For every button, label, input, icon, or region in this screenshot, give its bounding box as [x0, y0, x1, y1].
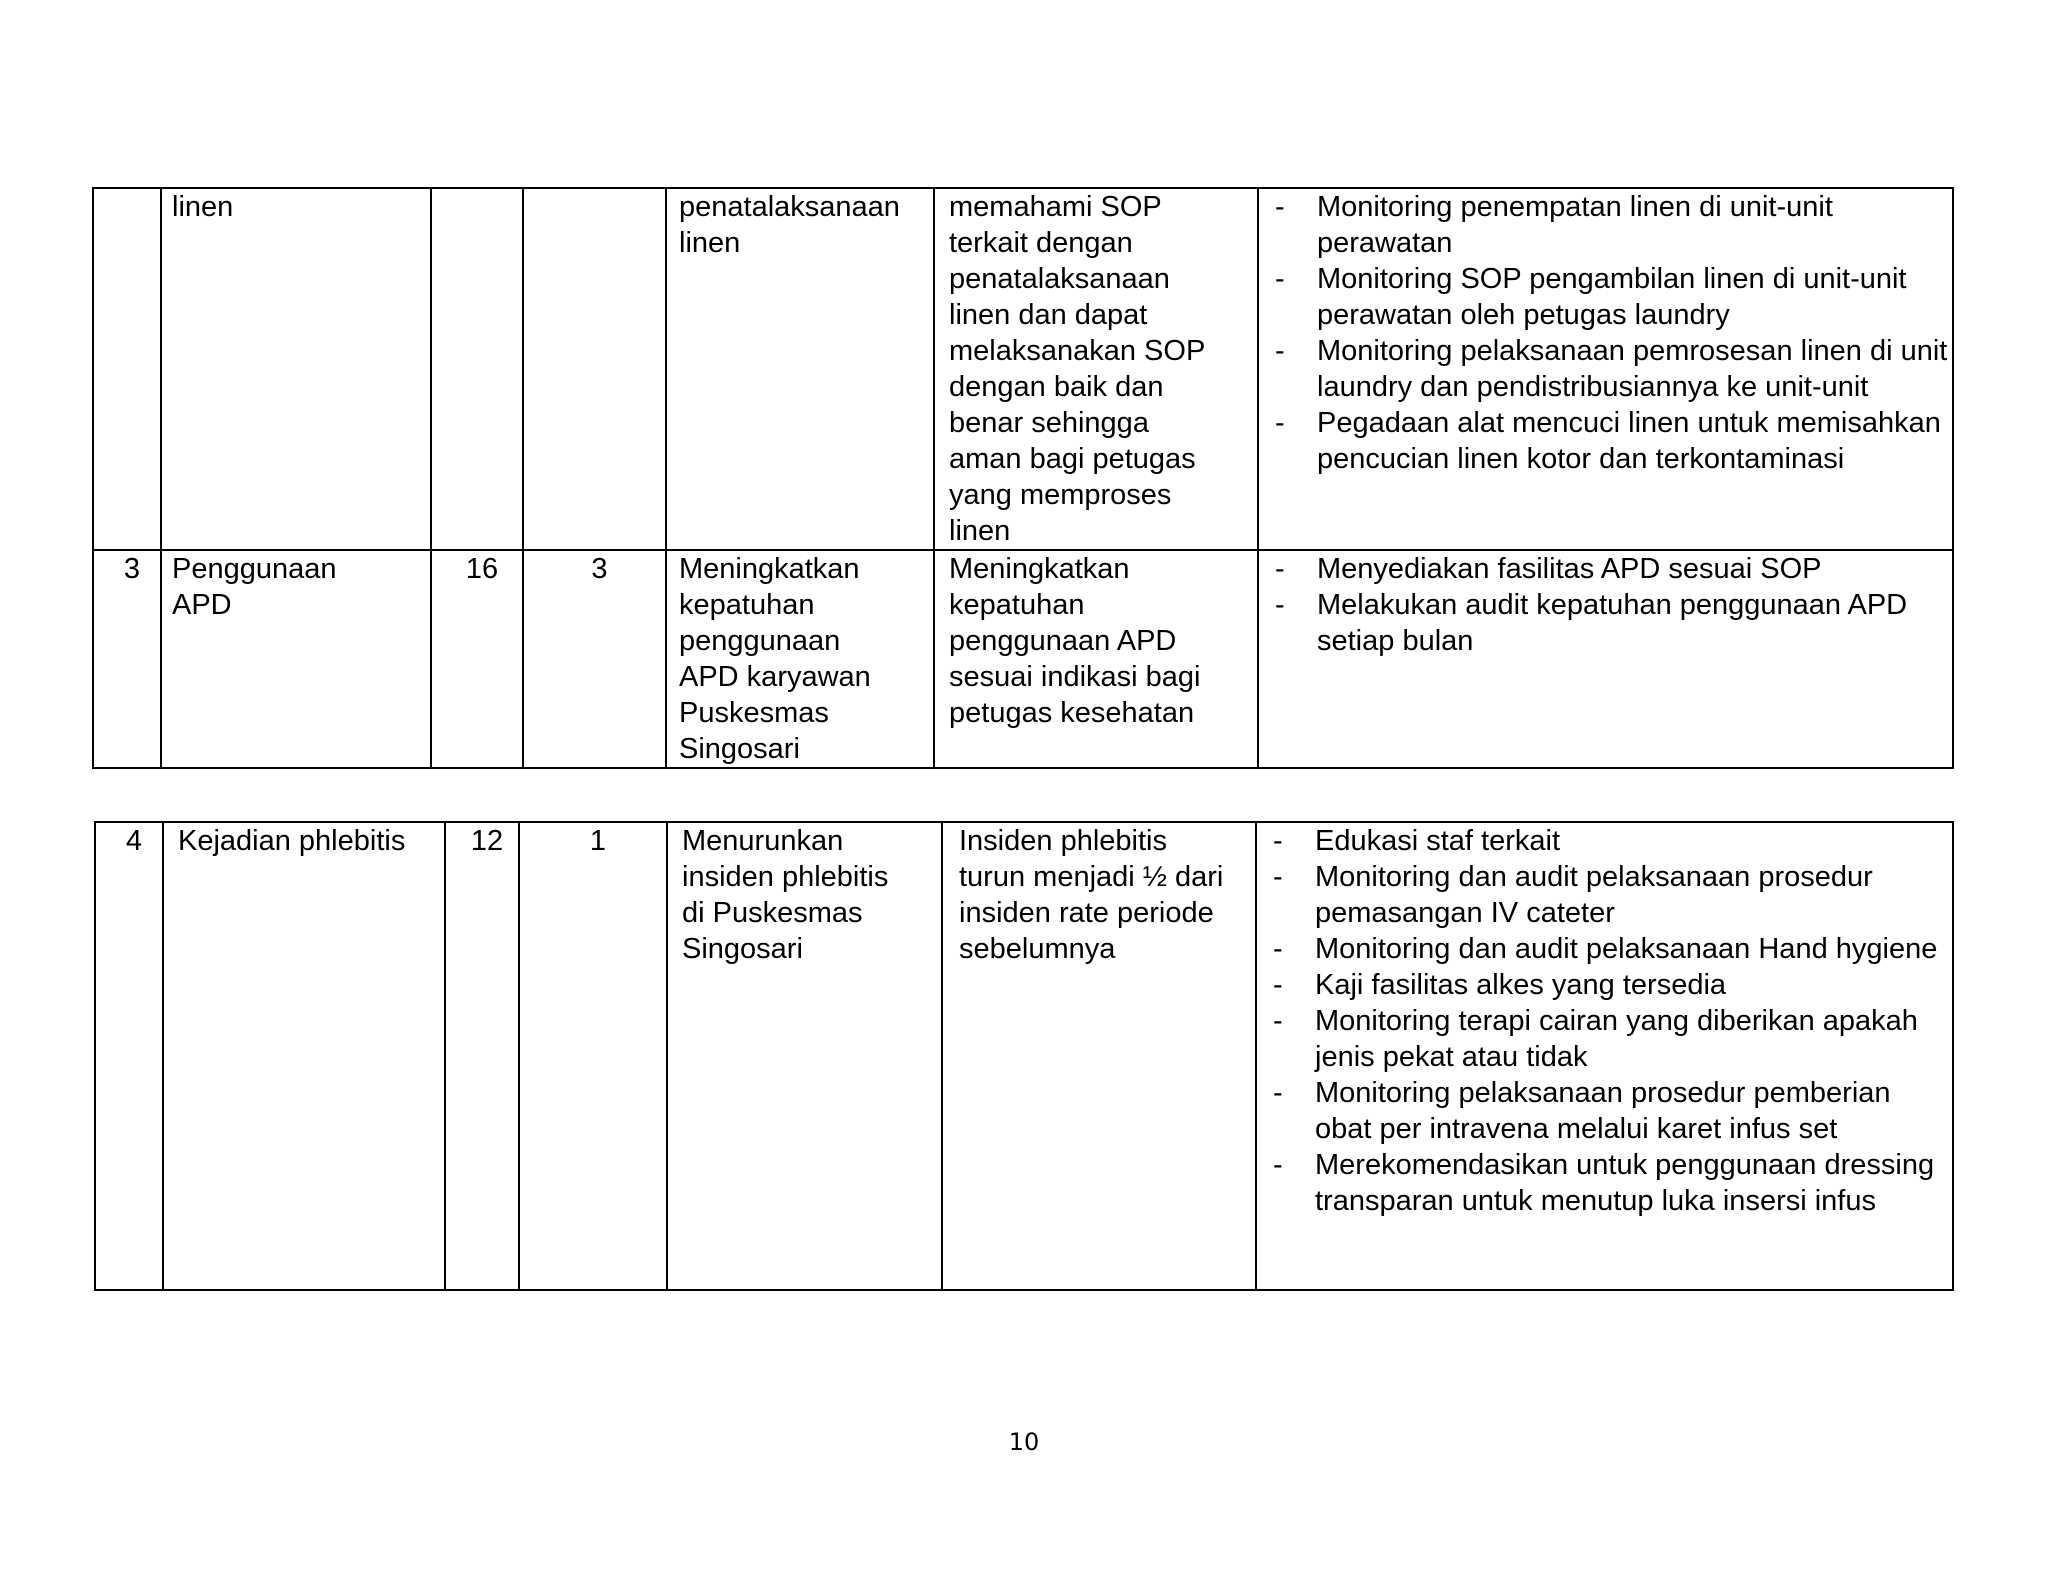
score-cell: 12 [445, 822, 519, 1290]
rank-cell: 1 [519, 822, 667, 1290]
row-number-cell: 4 [95, 822, 163, 1290]
actions-cell [1256, 822, 1953, 1290]
list-item: - Monitoring pelaksanaan prosedur pemberian obat per intravena melalui karet infus set [1267, 1075, 1952, 1147]
actions-cell [1258, 188, 1953, 550]
table-row [93, 550, 1953, 768]
row-number-cell: 3 [93, 550, 161, 768]
row-number-cell [93, 188, 161, 550]
target-cell: Meningkatkan kepatuhan penggunaan APD sesuai indikasi bagi petugas kesehatan [934, 550, 1258, 768]
list-item: - Kaji fasilitas alkes yang tersedia [1267, 967, 1952, 1003]
list-item: - Monitoring terapi cairan yang diberikan apakah jenis pekat atau tidak [1267, 1003, 1952, 1075]
list-item: - Pegadaan alat mencuci linen untuk memisahkan pencucian linen kotor dan terkontaminasi [1269, 405, 1952, 477]
program-table-2 [94, 821, 1954, 1291]
issue-cell: linen [161, 188, 431, 550]
goal-cell: penatalaksanaan linen [666, 188, 934, 550]
score-cell: 16 [431, 550, 523, 768]
rank-cell: 3 [523, 550, 666, 768]
target-cell: memahami SOP terkait dengan penatalaksanaan linen dan dapat melaksanakan SOP dengan baik dan benar sehingga aman bagi petugas yang memproses linen [934, 188, 1258, 550]
issue-cell: Kejadian phlebitis [163, 822, 445, 1290]
goal-cell: Meningkatkan kepatuhan penggunaan APD karyawan Puskesmas Singosari [666, 550, 934, 768]
list-item: - Monitoring pelaksanaan pemrosesan linen di unit laundry dan pendistribusiannya ke unit-unit [1269, 333, 1952, 405]
score-cell [431, 188, 523, 550]
list-item: - Monitoring penempatan linen di unit-unit perawatan [1269, 189, 1952, 261]
table-row [95, 822, 1953, 1290]
page-number: 10 [1008, 1428, 1040, 1456]
list-item: - Monitoring dan audit pelaksanaan Hand hygiene [1267, 931, 1952, 967]
target-cell: Insiden phlebitis turun menjadi ½ dari insiden rate periode sebelumnya [942, 822, 1256, 1290]
list-item: - Monitoring dan audit pelaksanaan prosedur pemasangan IV cateter [1267, 859, 1952, 931]
rank-cell [523, 188, 666, 550]
program-table-1 [92, 187, 1954, 769]
table-row [93, 188, 1953, 550]
list-item: - Melakukan audit kepatuhan penggunaan APD setiap bulan [1269, 587, 1952, 659]
list-item: - Menyediakan fasilitas APD sesuai SOP [1269, 551, 1952, 587]
goal-cell: Menurunkan insiden phlebitis di Puskesmas Singosari [667, 822, 942, 1290]
list-item: - Monitoring SOP pengambilan linen di unit-unit perawatan oleh petugas laundry [1269, 261, 1952, 333]
issue-cell: Penggunaan APD [161, 550, 431, 768]
list-item: - Edukasi staf terkait [1267, 823, 1952, 859]
list-item: - Merekomendasikan untuk penggunaan dressing transparan untuk menutup luka insersi infus [1267, 1147, 1952, 1219]
actions-cell [1258, 550, 1953, 768]
